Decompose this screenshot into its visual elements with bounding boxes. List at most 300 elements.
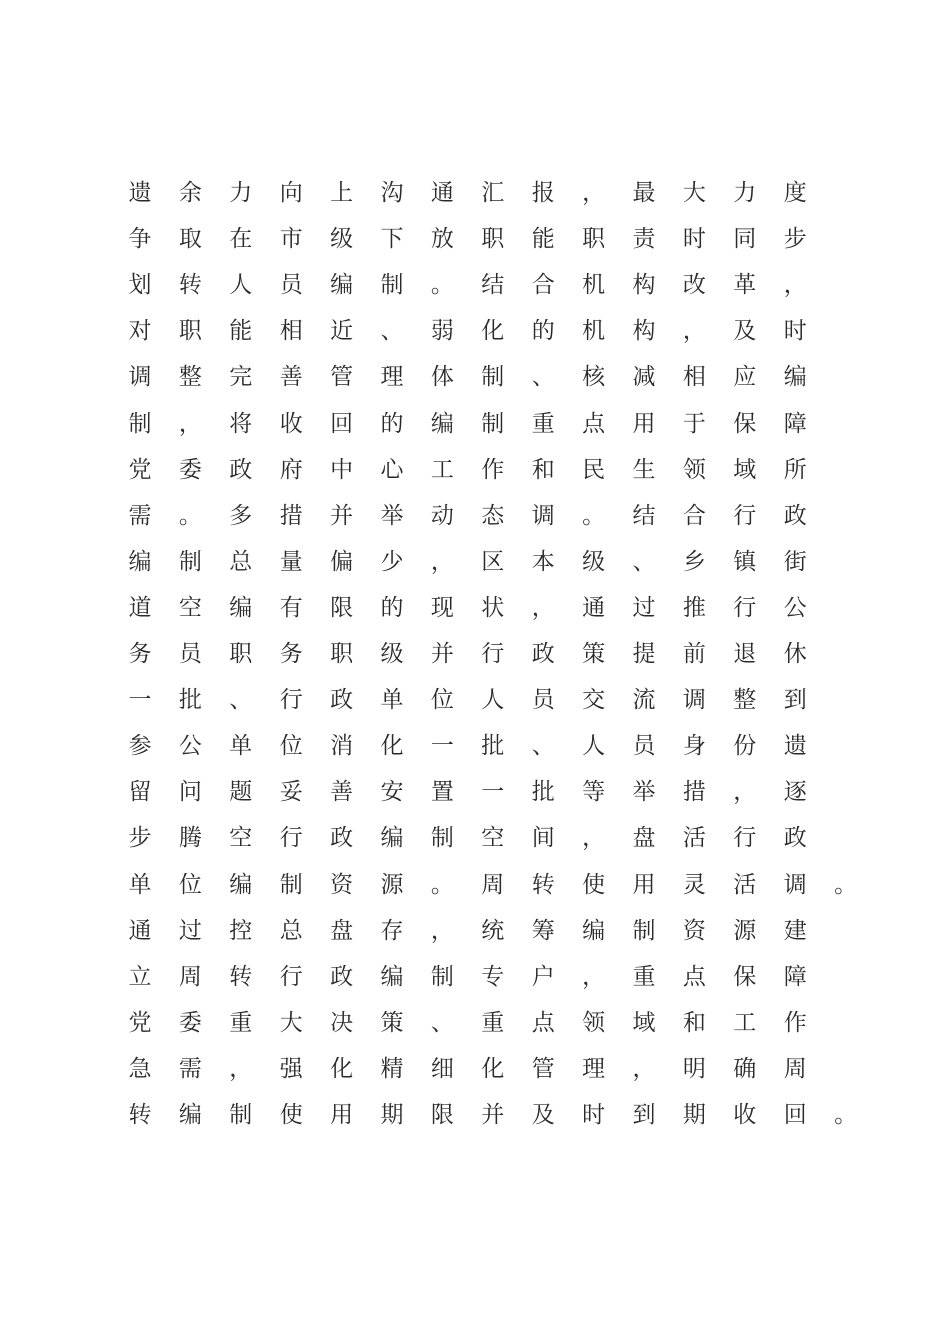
- text-char: 大: [682, 180, 706, 206]
- text-char: 休: [783, 641, 807, 667]
- text-char: 员: [531, 687, 555, 714]
- text-char: 立: [128, 963, 152, 990]
- text-char: 善: [279, 364, 303, 391]
- text-char: 行: [481, 641, 505, 667]
- text-line-glyphs: [0, 639, 950, 685]
- text-char: 理: [380, 364, 404, 391]
- text-char: 工: [733, 1009, 757, 1036]
- text-char: 在: [229, 226, 253, 253]
- text-char: 余: [178, 180, 202, 206]
- text-char: 相: [682, 364, 706, 391]
- text-char: 构: [632, 318, 656, 345]
- text-char: 偏: [330, 548, 354, 575]
- text-line-glyphs: [0, 1100, 950, 1146]
- text-char: 留: [128, 779, 152, 806]
- text-char: 心: [380, 456, 404, 483]
- text-char: 身: [682, 733, 706, 760]
- text-char: 遗: [128, 180, 152, 206]
- text-char: 灵: [682, 871, 706, 898]
- text-char: 批: [481, 733, 505, 760]
- text-char: 并: [330, 502, 354, 529]
- text-char: 本: [531, 548, 555, 575]
- text-char: 收: [279, 410, 303, 437]
- text-char: 措: [682, 779, 706, 806]
- text-line-glyphs: [0, 455, 950, 501]
- text-char: 多: [229, 502, 253, 529]
- text-char: 过: [178, 917, 202, 944]
- text-char: 批: [531, 779, 555, 806]
- text-char: ，: [229, 1055, 253, 1082]
- text-char: 编: [330, 272, 354, 299]
- text-char: 户: [531, 963, 555, 990]
- text-char: 统: [481, 917, 505, 944]
- text-line-glyphs: [0, 731, 950, 777]
- text-char: 放: [430, 226, 454, 253]
- text-char: 调: [783, 871, 807, 898]
- text-char: 汇: [481, 180, 505, 206]
- text-char: 域: [733, 456, 757, 483]
- text-char: 提: [632, 641, 656, 667]
- text-char: 障: [783, 410, 807, 437]
- text-char: 力: [229, 180, 253, 206]
- text-char: 大: [279, 1009, 303, 1036]
- text-char: 重: [229, 1009, 253, 1036]
- text-char: ，: [582, 180, 606, 206]
- text-char: 并: [430, 641, 454, 667]
- text-char: 级: [330, 226, 354, 253]
- text-line-glyphs: [0, 224, 950, 270]
- text-char: 级: [582, 548, 606, 575]
- text-line-glyphs: [0, 823, 950, 869]
- text-char: 、: [632, 548, 656, 575]
- text-char: 相: [279, 318, 303, 345]
- text-char: 急: [128, 1055, 152, 1082]
- text-char: 通: [582, 594, 606, 621]
- text-char: 态: [481, 502, 505, 529]
- text-char: 取: [178, 226, 202, 253]
- text-line-glyphs: [0, 547, 950, 593]
- text-line-glyphs: [0, 870, 950, 916]
- text-char: ，: [178, 410, 202, 437]
- text-char: 编: [128, 548, 152, 575]
- text-line-glyphs: [0, 962, 950, 1008]
- text-char: 到: [783, 687, 807, 714]
- text-char: 建: [783, 917, 807, 944]
- text-char: 合: [682, 502, 706, 529]
- text-char: 保: [733, 963, 757, 990]
- text-char: 和: [682, 1009, 706, 1036]
- text-char: 明: [682, 1055, 706, 1082]
- text-char: 及: [733, 318, 757, 345]
- text-char: 用: [632, 871, 656, 898]
- text-char: 党: [128, 456, 152, 483]
- text-char: 、: [531, 733, 555, 760]
- text-char: 控: [229, 917, 253, 944]
- text-char: 政: [229, 456, 253, 483]
- text-char: 期: [380, 1102, 404, 1128]
- text-char: 转: [229, 963, 253, 990]
- text-char: 活: [682, 825, 706, 852]
- text-char: 置: [430, 779, 454, 806]
- text-char: 单: [380, 687, 404, 714]
- text-char: 筹: [531, 917, 555, 944]
- text-char: 并: [481, 1102, 505, 1128]
- text-char: 报: [531, 180, 555, 206]
- text-char: 参: [128, 733, 152, 760]
- text-char: 步: [783, 226, 807, 253]
- text-char: 精: [380, 1055, 404, 1082]
- text-char: 制: [430, 963, 454, 990]
- text-char: 中: [330, 456, 354, 483]
- text-char: 编: [380, 825, 404, 852]
- text-line-glyphs: [0, 777, 950, 823]
- text-char: 制: [632, 917, 656, 944]
- text-char: 重: [531, 410, 555, 437]
- text-char: 期: [682, 1102, 706, 1128]
- text-char: 安: [380, 779, 404, 806]
- text-char: 化: [481, 1055, 505, 1082]
- text-char: 合: [531, 272, 555, 299]
- text-char: 革: [733, 272, 757, 299]
- text-char: 领: [582, 1009, 606, 1036]
- text-char: 状: [481, 594, 505, 621]
- text-char: 所: [783, 456, 807, 483]
- text-char: 推: [682, 594, 706, 621]
- text-char: 等: [582, 779, 606, 806]
- text-char: 机: [582, 318, 606, 345]
- text-char: 制: [178, 548, 202, 575]
- text-char: 源: [733, 917, 757, 944]
- text-char: 空: [481, 825, 505, 852]
- text-char: 存: [380, 917, 404, 944]
- text-char: ，: [632, 1055, 656, 1082]
- text-char: 转: [128, 1102, 152, 1128]
- text-char: ，: [783, 272, 807, 299]
- text-char: 退: [733, 641, 757, 667]
- text-char: 领: [682, 456, 706, 483]
- text-char: 将: [229, 410, 253, 437]
- text-line-glyphs: [0, 1054, 950, 1100]
- text-char: 盘: [330, 917, 354, 944]
- text-char: 点: [531, 1009, 555, 1036]
- text-char: 单: [229, 733, 253, 760]
- text-char: 周: [178, 963, 202, 990]
- text-char: 。: [430, 272, 454, 299]
- text-char: 转: [531, 871, 555, 898]
- text-char: 争: [128, 226, 152, 253]
- text-char: 、: [229, 687, 253, 714]
- text-char: 通: [128, 917, 152, 944]
- text-char: 批: [178, 687, 202, 714]
- text-char: 。: [178, 502, 202, 529]
- text-char: 制: [279, 871, 303, 898]
- text-char: 收: [733, 1102, 757, 1128]
- text-char: 细: [430, 1055, 454, 1082]
- text-char: 责: [632, 226, 656, 253]
- text-char: 政: [783, 825, 807, 852]
- text-char: 街: [783, 548, 807, 575]
- text-char: 通: [430, 180, 454, 206]
- text-char: 核: [582, 364, 606, 391]
- text-char: 作: [783, 1009, 807, 1036]
- text-char: 同: [733, 226, 757, 253]
- text-char: 政: [531, 641, 555, 667]
- text-char: ，: [582, 963, 606, 990]
- text-char: 现: [430, 594, 454, 621]
- text-char: 转: [178, 272, 202, 299]
- text-char: ，: [430, 548, 454, 575]
- text-char: 总: [279, 917, 303, 944]
- text-char: 总: [229, 548, 253, 575]
- text-char: 专: [481, 963, 505, 990]
- text-char: 步: [128, 825, 152, 852]
- text-line-glyphs: [0, 501, 950, 547]
- text-char: 政: [783, 502, 807, 529]
- text-char: 制: [128, 410, 152, 437]
- text-char: 人: [582, 733, 606, 760]
- text-char: 员: [279, 272, 303, 299]
- text-char: 调: [128, 364, 152, 391]
- text-char: 一: [128, 687, 152, 714]
- text-char: 员: [632, 733, 656, 760]
- text-char: 消: [330, 733, 354, 760]
- text-char: 资: [330, 871, 354, 898]
- text-char: 时: [783, 318, 807, 345]
- text-char: 人: [229, 272, 253, 299]
- text-char: 位: [279, 733, 303, 760]
- text-char: 编: [229, 594, 253, 621]
- text-line-glyphs: [0, 270, 950, 316]
- text-char: 划: [128, 272, 152, 299]
- text-char: 少: [380, 548, 404, 575]
- text-char: 应: [733, 364, 757, 391]
- text-line-glyphs: [0, 409, 950, 455]
- text-char: 编: [783, 364, 807, 391]
- text-char: 政: [330, 825, 354, 852]
- text-line-glyphs: [0, 916, 950, 962]
- text-char: 使: [279, 1102, 303, 1128]
- text-char: 结: [481, 272, 505, 299]
- text-char: 委: [178, 456, 202, 483]
- text-char: 化: [330, 1055, 354, 1082]
- text-char: 管: [330, 364, 354, 391]
- text-char: 能: [229, 318, 253, 345]
- text-char: 点: [682, 963, 706, 990]
- text-char: 行: [733, 594, 757, 621]
- text-char: 确: [733, 1055, 757, 1082]
- text-line-glyphs: [0, 362, 950, 408]
- text-char: 措: [279, 502, 303, 529]
- text-char: 人: [481, 687, 505, 714]
- text-char: 善: [330, 779, 354, 806]
- text-char: 腾: [178, 825, 202, 852]
- text-char: 周: [783, 1055, 807, 1082]
- text-char: 用: [632, 410, 656, 437]
- text-char: 理: [582, 1055, 606, 1082]
- text-char: 行: [733, 502, 757, 529]
- text-char: 行: [279, 963, 303, 990]
- text-char: 间: [531, 825, 555, 852]
- text-line-glyphs: [0, 593, 950, 639]
- text-char: 前: [682, 641, 706, 667]
- text-char: 下: [380, 226, 404, 253]
- text-char: 职: [582, 226, 606, 253]
- text-char: 举: [380, 502, 404, 529]
- text-char: 向: [279, 180, 303, 206]
- text-char: 作: [481, 456, 505, 483]
- text-line-glyphs: [0, 685, 950, 731]
- text-char: 区: [481, 548, 505, 575]
- text-char: 员: [178, 641, 202, 667]
- text-char: 活: [733, 871, 757, 898]
- text-char: 党: [128, 1009, 152, 1036]
- text-char: 对: [128, 318, 152, 345]
- text-char: 上: [330, 180, 354, 206]
- text-char: 编: [430, 410, 454, 437]
- text-char: 调: [682, 687, 706, 714]
- text-char: 力: [733, 180, 757, 206]
- text-char: 源: [380, 871, 404, 898]
- text-char: 策: [380, 1009, 404, 1036]
- text-char: 公: [783, 594, 807, 621]
- text-char: ，: [682, 318, 706, 345]
- text-char: 份: [733, 733, 757, 760]
- text-char: 障: [783, 963, 807, 990]
- text-char: 一: [481, 779, 505, 806]
- text-char: 职: [178, 318, 202, 345]
- text-char: 时: [682, 226, 706, 253]
- text-char: 构: [632, 272, 656, 299]
- text-char: 和: [531, 456, 555, 483]
- text-char: 限: [330, 594, 354, 621]
- text-char: 生: [632, 456, 656, 483]
- text-char: 沟: [380, 180, 404, 206]
- text-char: 民: [582, 456, 606, 483]
- text-char: 问: [178, 779, 202, 806]
- text-char: 、: [531, 364, 555, 391]
- text-char: 度: [783, 180, 807, 206]
- text-char: 务: [128, 641, 152, 667]
- text-char: 位: [430, 687, 454, 714]
- text-char: 需: [178, 1055, 202, 1082]
- text-char: 遗: [783, 733, 807, 760]
- text-char: 的: [380, 410, 404, 437]
- text-char: 需: [128, 502, 152, 529]
- text-char: 及: [531, 1102, 555, 1128]
- text-char: 公: [178, 733, 202, 760]
- text-char: 强: [279, 1055, 303, 1082]
- text-char: 空: [178, 594, 202, 621]
- text-char: 流: [632, 687, 656, 714]
- text-char: 域: [632, 1009, 656, 1036]
- text-char: 单: [128, 871, 152, 898]
- text-char: 使: [582, 871, 606, 898]
- text-line-glyphs: [0, 1008, 950, 1054]
- text-char: 回: [783, 1102, 807, 1128]
- text-char: 到: [632, 1102, 656, 1128]
- text-char: 编: [178, 1102, 202, 1128]
- text-char: 用: [330, 1102, 354, 1128]
- text-char: 工: [430, 456, 454, 483]
- text-char: 空: [229, 825, 253, 852]
- text-char: 。: [430, 871, 454, 898]
- text-char: 保: [733, 410, 757, 437]
- text-char: ，: [430, 917, 454, 944]
- text-char: 行: [279, 687, 303, 714]
- text-char: 、: [430, 1009, 454, 1036]
- text-char: 时: [582, 1102, 606, 1128]
- text-char: 市: [279, 226, 303, 253]
- text-char: 职: [229, 641, 253, 667]
- text-char: 回: [330, 410, 354, 437]
- text-char: 妥: [279, 779, 303, 806]
- text-char: 弱: [430, 318, 454, 345]
- text-char: 举: [632, 779, 656, 806]
- text-char: 重: [632, 963, 656, 990]
- text-char: 周: [481, 871, 505, 898]
- text-char: 编: [229, 871, 253, 898]
- text-char: 于: [682, 410, 706, 437]
- text-char: 重: [481, 1009, 505, 1036]
- text-char: 级: [380, 641, 404, 667]
- text-char: 策: [582, 641, 606, 667]
- text-char: 盘: [632, 825, 656, 852]
- text-char: 的: [531, 318, 555, 345]
- text-char: 管: [531, 1055, 555, 1082]
- text-char: 逐: [783, 779, 807, 806]
- text-char: 政: [330, 687, 354, 714]
- text-char: 完: [229, 364, 253, 391]
- text-char: 行: [733, 825, 757, 852]
- text-char: 制: [481, 364, 505, 391]
- text-char: 务: [279, 641, 303, 667]
- text-char: 。: [834, 1102, 858, 1128]
- text-char: 过: [632, 594, 656, 621]
- text-char: 整: [178, 364, 202, 391]
- text-char: 交: [582, 687, 606, 714]
- text-char: 制: [229, 1102, 253, 1128]
- text-char: 化: [481, 318, 505, 345]
- text-char: 体: [430, 364, 454, 391]
- text-char: 乡: [682, 548, 706, 575]
- text-char: 府: [279, 456, 303, 483]
- text-char: 点: [582, 410, 606, 437]
- text-char: 制: [430, 825, 454, 852]
- text-char: ，: [733, 779, 757, 806]
- text-char: 的: [380, 594, 404, 621]
- text-char: 化: [380, 733, 404, 760]
- text-char: 近: [330, 318, 354, 345]
- text-char: 委: [178, 1009, 202, 1036]
- text-char: 制: [380, 272, 404, 299]
- text-char: 编: [582, 917, 606, 944]
- text-char: 职: [481, 226, 505, 253]
- text-char: 量: [279, 548, 303, 575]
- text-char: ，: [531, 594, 555, 621]
- text-char: 结: [632, 502, 656, 529]
- text-char: 改: [682, 272, 706, 299]
- text-line-glyphs: [0, 316, 950, 362]
- text-char: 机: [582, 272, 606, 299]
- text-char: 、: [380, 318, 404, 345]
- text-char: 最: [632, 180, 656, 206]
- text-char: 有: [279, 594, 303, 621]
- text-char: 职: [330, 641, 354, 667]
- text-char: 决: [330, 1009, 354, 1036]
- text-char: 编: [380, 963, 404, 990]
- text-char: 镇: [733, 548, 757, 575]
- text-char: 政: [330, 963, 354, 990]
